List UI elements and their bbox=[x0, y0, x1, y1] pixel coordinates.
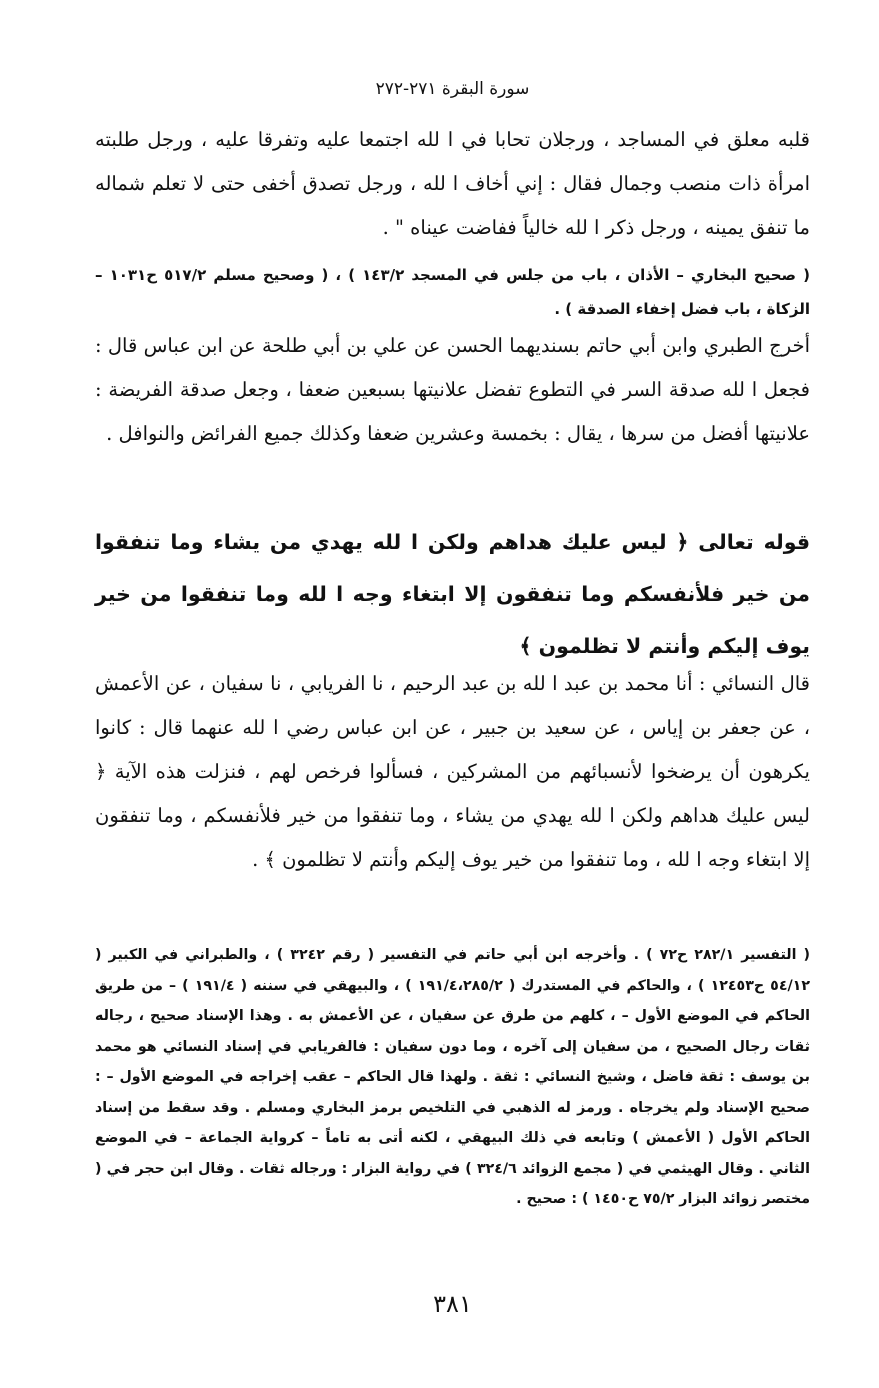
running-header: سورة البقرة ٢٧١-٢٧٢ bbox=[375, 79, 530, 99]
body-paragraph-3: قال النسائي : أنا محمد بن عبد ا لله بن عبد الرحيم ، نا الفريابي ، نا سفيان ، عن الأعمش ، عن جعفر بن إياس ، عن سعيد بن جبير ، عن ابن عباس رضي ا لله عنهما قال : كانوا يكرهون أن يرضخوا لأنسبائهم من المشركين ، فسألوا فرخص لهم ، فنزلت هذه الآية ﴿ ليس عليك هداهم ولكن ا لله يهدي من يشاء ، وما تنفقوا من خير فلأنفسكم ، وما تنفقون إلا ابتغاء وجه ا لله ، وما تنفقوا من خير يوف إليكم وأنتم لا تظلمون ﴾ . bbox=[95, 672, 810, 871]
page-number: ٣٨١ bbox=[433, 1290, 472, 1318]
footnote-2: ( التفسير ٢٨٢/١ ح٧٢ ) . وأخرجه ابن أبي حاتم في التفسير ( رقم ٣٢٤٢ ) ، والطبراني في الكبير ( ٥٤/١٢ ح١٢٤٥٣ ) ، والحاكم في المستدرك ( ١٩١/٤،٢٨٥/٢ ) ، والبيهقي في سننه ( ١٩١/٤ ) – من طريق الحاكم في الموضع الأول – ، كلهم من طرق عن سفيان ، عن الأعمش به . وهذا الإسناد صحيح ، رجاله ثقات رجال الصحيح ، من سفيان إلى آخره ، وما دون سفيان : فالفريابي في إسناد النسائي هو محمد بن يوسف : ثقة فاضل ، وشيخ النسائي : ثقة . ولهذا قال الحاكم – عقب إخراجه في الموضع الأول – : صحيح الإسناد ولم يخرجاه . ورمز له الذهبي في التلخيص برمز البخاري ومسلم . وقد سقط من إسناد الحاكم الأول ( الأعمش ) وتابعه في ذلك البيهقي ، لكنه أتى به تاماً – كرواية الجماعة – في الموضع الثاني . وقال الهيثمي في ( مجمع الزوائد ٣٢٤/٦ ) في رواية البزار : ورجاله ثقات . وقال ابن حجر في ( مختصر زوائد البزار ٧٥/٢ ح١٤٥٠ ) : صحيح . bbox=[95, 947, 811, 1207]
body-paragraph-2: أخرج الطبري وابن أبي حاتم بسنديهما الحسن عن علي بن أبي طلحة عن ابن عباس قال : فجعل ا لله صدقة السر في التطوع تفضل علانيتها بسبعين ضعفا ، وجعل صدقة الفريضة : علانيتها أفضل من سرها ، يقال : بخمسة وعشرين ضعفا وكذلك جميع الفرائض والنوافل . bbox=[95, 334, 810, 445]
verse-heading: قوله تعالى ﴿ ليس عليك هداهم ولكن ا لله يهدي من يشاء وما تنفقوا من خير فلأنفسكم وما تنفقون إلا ابتغاء وجه ا لله وما تنفقوا من خير يوف إليكم وأنتم لا تظلمون ﴾ bbox=[95, 530, 810, 658]
footnote-1: ( صحيح البخاري – الأذان ، باب من جلس في المسجد ١٤٣/٢ ) ، ( وصحيح مسلم ٥١٧/٢ ح١٠٣١ – الزكاة ، باب فضل إخفاء الصدقة ) . bbox=[95, 266, 810, 318]
body-paragraph-1: قلبه معلق في المساجد ، ورجلان تحابا في ا لله اجتمعا عليه وتفرقا عليه ، ورجل طلبته امرأة ذات منصب وجمال فقال : إني أخاف ا لله ، ورجل تصدق أخفى حتى لا تعلم شماله ما تنفق يمينه ، ورجل ذكر ا لله خالياً ففاضت عيناه " . bbox=[95, 128, 810, 239]
